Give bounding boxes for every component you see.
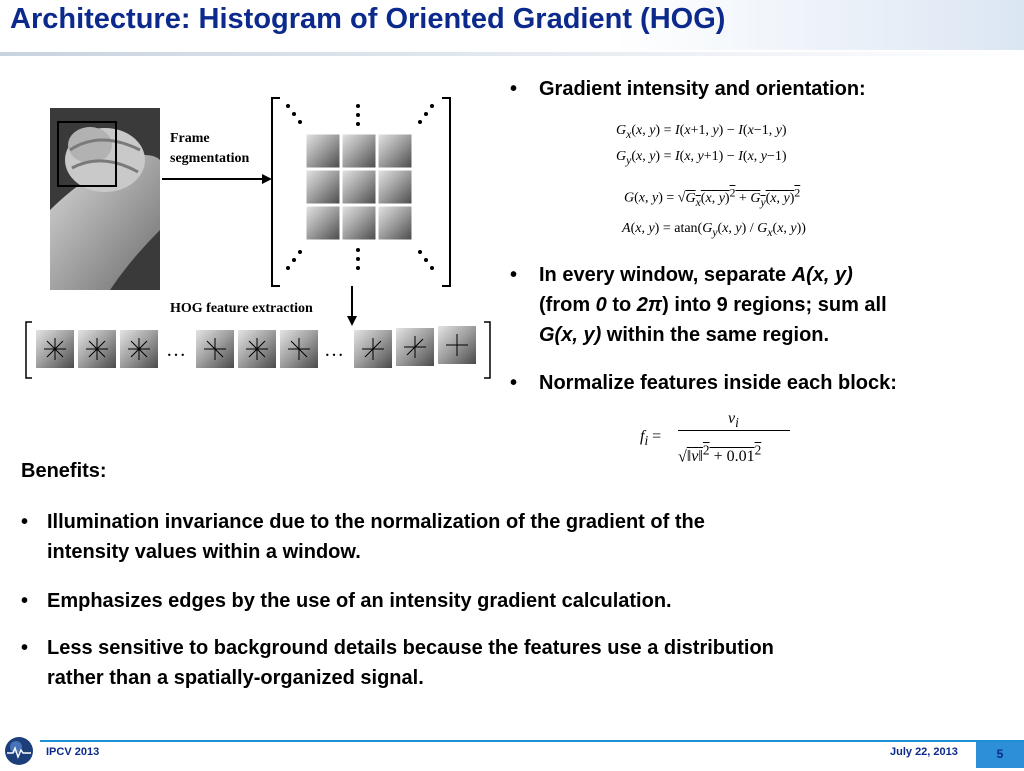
matrix-right-bracket xyxy=(442,98,450,286)
title-divider xyxy=(0,52,1024,56)
equation-g: G(x, $y) = √G_x(x$, $y)^2 + G_y(x$, y)$^2$ xyxy=(624,186,801,209)
label-hog: HOG feature extraction xyxy=(170,301,313,316)
hand-photo xyxy=(50,108,160,290)
benefit-item: • Emphasizes edges by the use of an intensity gradient calculation. xyxy=(21,590,672,612)
benefit-item: • Less sensitive to background details because the features use a distribution rather than a spatially-organized signal. xyxy=(21,637,774,689)
footer-divider xyxy=(40,740,1024,742)
vector-left-bracket xyxy=(26,322,32,378)
hog-figure xyxy=(10,90,500,390)
equation-f: $f_i$ = $v_i$ √‖v‖$^2$ + $0.01^2$ xyxy=(640,404,810,468)
footer-conference: IPCV 2013 xyxy=(46,746,100,758)
matrix-left-bracket xyxy=(272,98,280,286)
bullet-normalize: • Normalize features inside each block: xyxy=(510,372,897,394)
cell-grid xyxy=(306,134,412,240)
globe-logo-icon xyxy=(4,736,34,766)
label-frame-line2: segmentation xyxy=(170,151,250,166)
hog-diagram xyxy=(10,90,500,390)
bullet-window: • In every window, separate A(x, y) (from 0 to 2π) into 9 regions; sum all G(x, y) within the same region. xyxy=(510,264,887,346)
benefits-heading: Benefits: xyxy=(21,460,107,482)
equation-gy: $G_y(x$, y) = I(x, y+1) − I(x, y−1) xyxy=(616,149,787,167)
benefit-item: • Illumination invariance due to the normalization of the gradient of the intensity values within a window. xyxy=(21,511,705,563)
hog-feature-cells xyxy=(36,326,476,368)
vector-right-bracket xyxy=(484,322,490,378)
page-number: 5 xyxy=(996,747,1004,761)
equation-gx: $G_x(x$, y) = I(x+1, y) − I(x−1, y) xyxy=(616,123,787,141)
page-number-box xyxy=(976,742,1024,768)
equation-a: A(x, $y) = atan(G_y(x$, $y) / G_x(x$, y)) xyxy=(622,221,806,239)
ellipsis-2: … xyxy=(324,339,344,361)
label-frame-line1: Frame xyxy=(170,131,210,146)
footer-date: July 22, 2013 xyxy=(890,746,958,758)
slide-title: Architecture: Histogram of Oriented Gradient (HOG) xyxy=(10,3,726,35)
ellipsis-1: … xyxy=(166,339,186,361)
bullet-gradient: • Gradient intensity and orientation: xyxy=(510,78,866,100)
